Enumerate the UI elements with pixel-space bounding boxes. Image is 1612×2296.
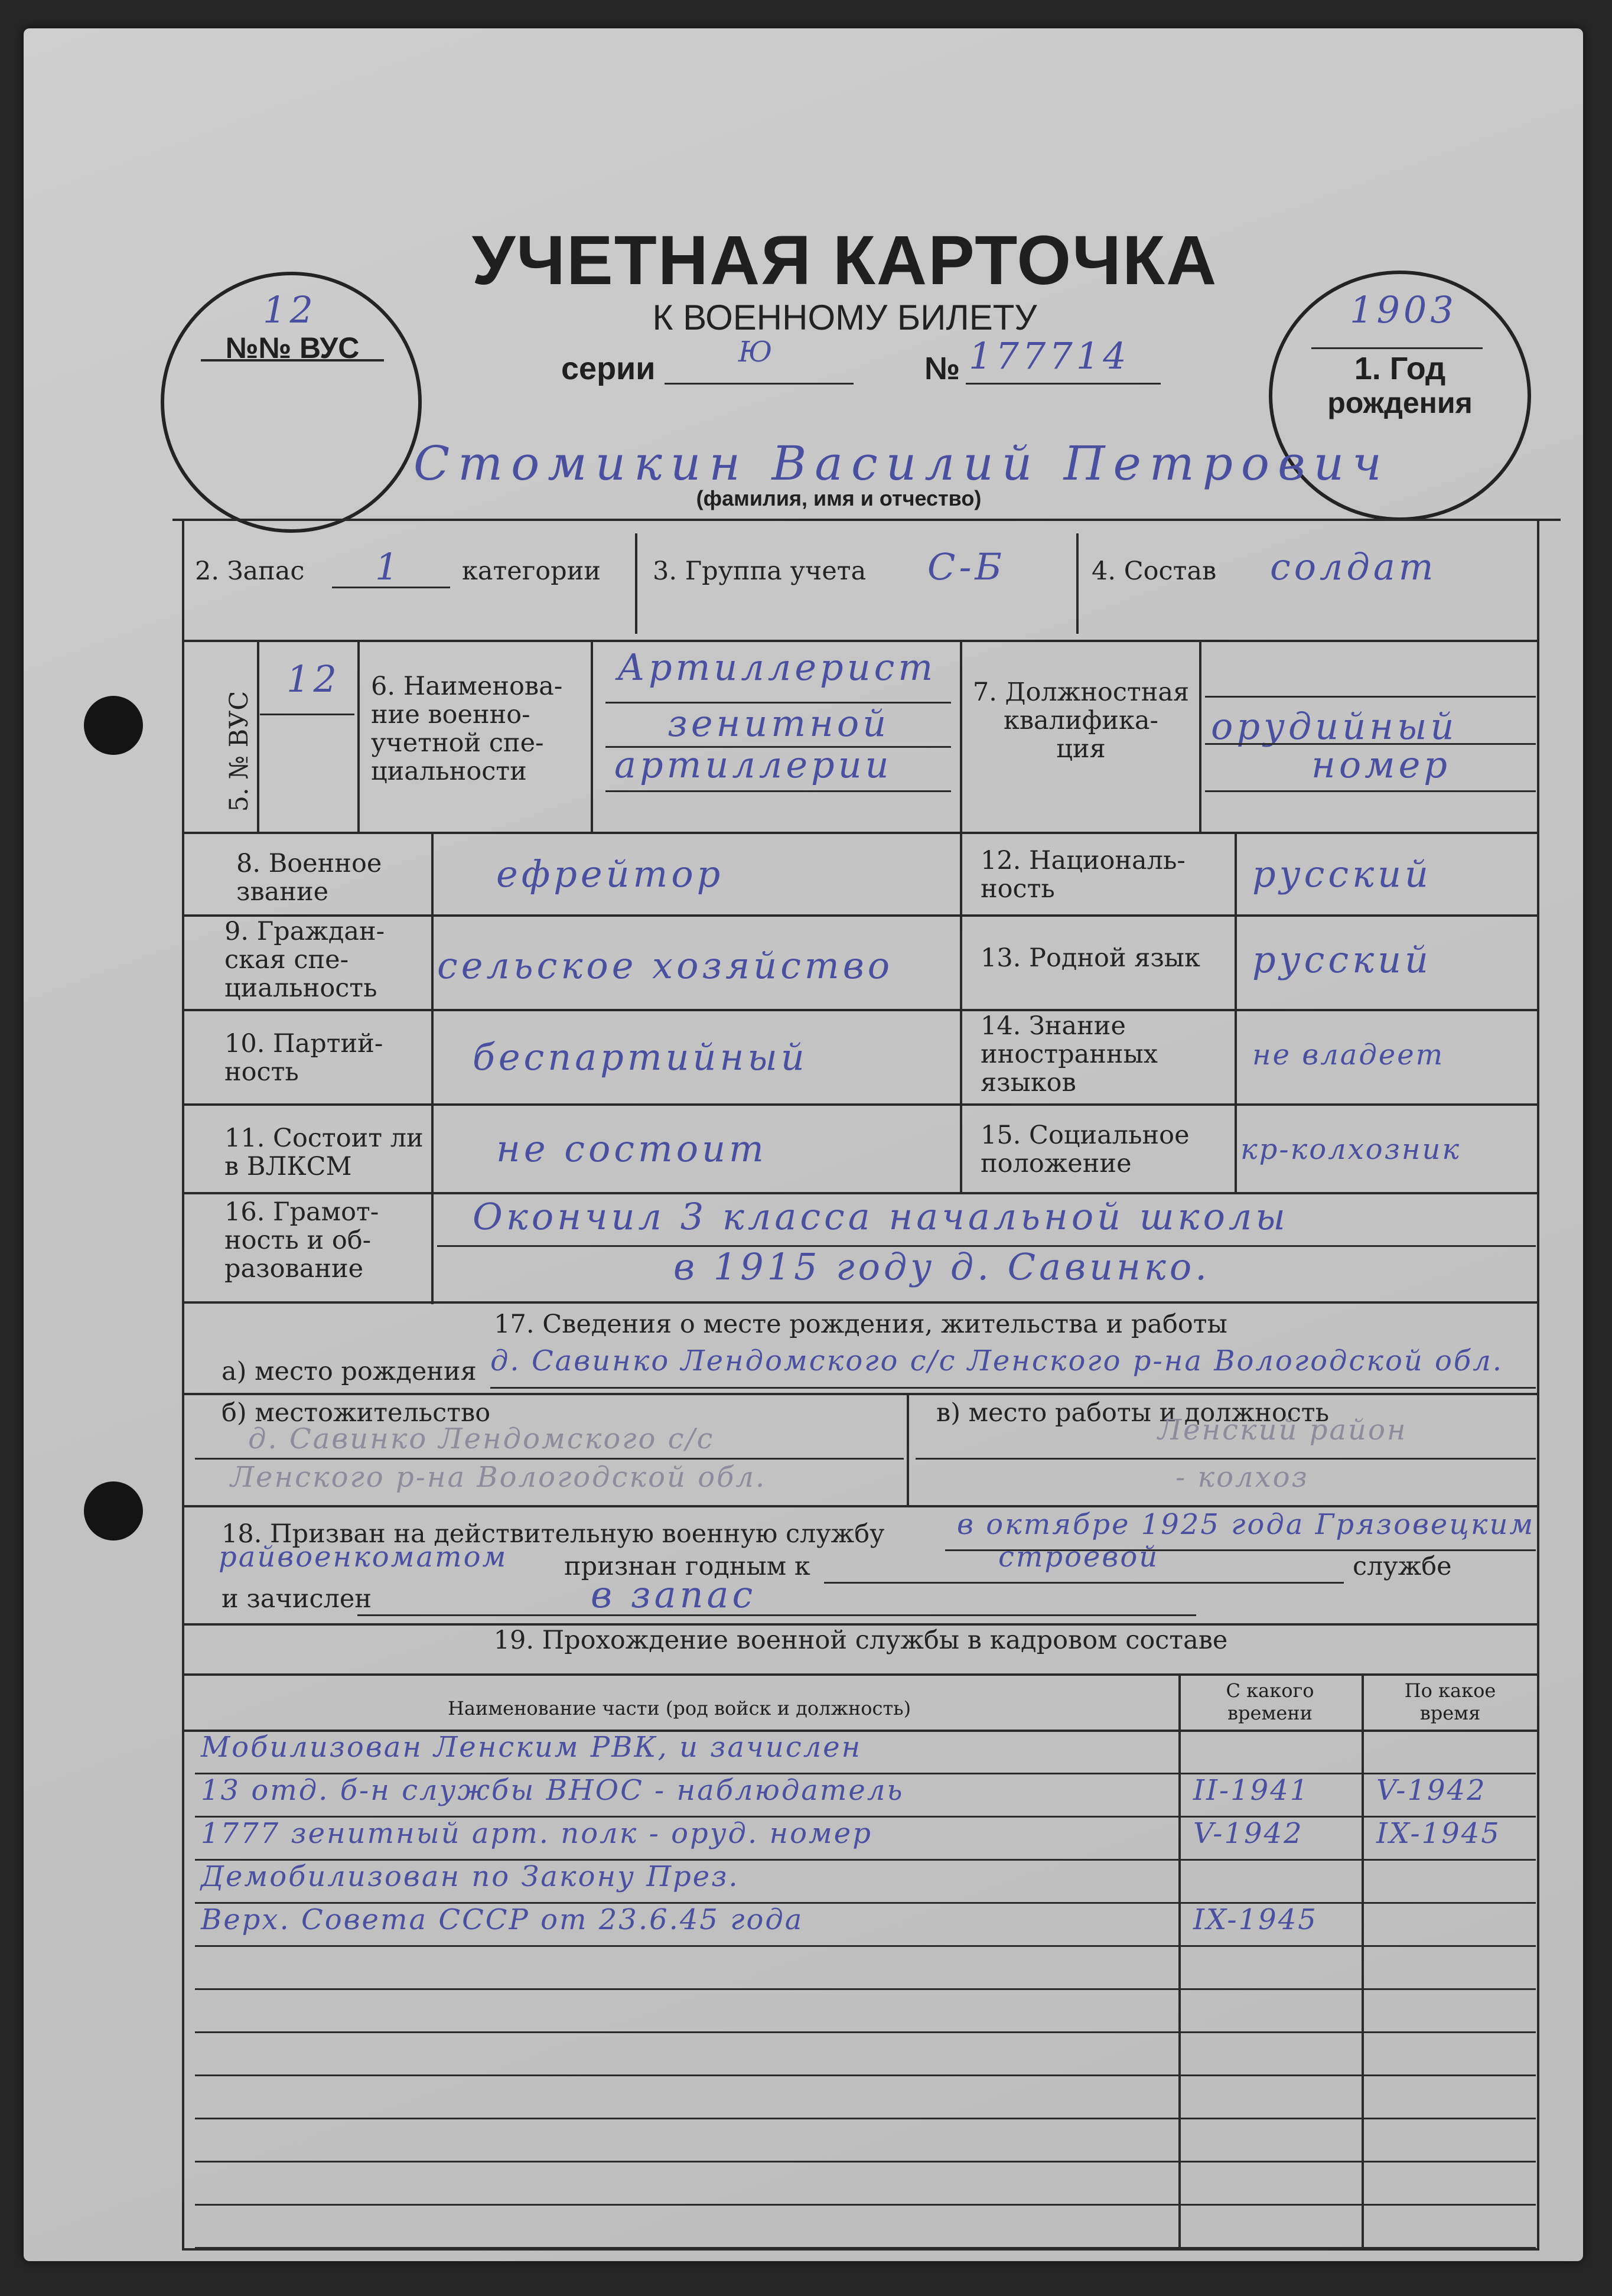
- table-top-border: [172, 519, 1561, 521]
- called-value-b: райвоенкоматом: [219, 1541, 508, 1574]
- service-row-from: V-1942: [1193, 1817, 1304, 1850]
- residence-work-divider: [907, 1393, 909, 1505]
- qual-value-1: орудийный: [1211, 705, 1458, 748]
- vus-divider-5: [1199, 640, 1201, 832]
- service-row-unit: 13 отд. б-н службы ВНОС - наблюдатель: [201, 1774, 904, 1807]
- punch-hole-bottom: [84, 1481, 143, 1541]
- col-unit-header: Наименование части (род войск и должность): [447, 1697, 911, 1719]
- civ-value: сельское хозяйство: [437, 944, 894, 987]
- work-line: [916, 1458, 1536, 1460]
- row16-bottom: [182, 1301, 1539, 1304]
- nat-label: 12. Националь- ность: [981, 846, 1186, 904]
- staff-value: солдат: [1270, 545, 1437, 588]
- vus-name-value-2: зенитной: [667, 702, 890, 745]
- vus-divider-1: [257, 640, 259, 832]
- vus-divider-4: [960, 640, 962, 832]
- number-value: 177714: [969, 334, 1130, 377]
- work-label: в) место работы и должность: [936, 1398, 1329, 1428]
- service-row-unit: Верх. Совета СССР от 23.6.45 года: [201, 1903, 804, 1936]
- qual-label: 7. Должностная квалифика- ция: [972, 678, 1190, 764]
- section19-col-divider-2: [1362, 1673, 1364, 2249]
- service-row-line: [195, 2074, 1536, 2076]
- nat-value: русский: [1252, 852, 1432, 895]
- fit-value: строевой: [998, 1541, 1160, 1574]
- vlksm-value: не состоит: [496, 1127, 767, 1170]
- row8-bottom: [182, 914, 1539, 917]
- party-label: 10. Партий- ность: [224, 1029, 383, 1087]
- foreign-label: 14. Знание иностранных языков: [981, 1011, 1158, 1098]
- service-row-from: IX-1945: [1193, 1903, 1318, 1936]
- col-to-header: По какое время: [1404, 1679, 1496, 1725]
- vus-circle-label: №№ ВУС: [225, 331, 360, 364]
- series-line: [665, 383, 854, 385]
- section19-header-top: [182, 1673, 1539, 1676]
- birth-label: а) место рождения: [222, 1357, 477, 1386]
- social-label: 15. Социальное положение: [981, 1121, 1190, 1179]
- section17-bottom: [182, 1505, 1539, 1507]
- residence-value-2: Ленского р-на Вологодской обл.: [230, 1461, 767, 1494]
- vus-divider-2: [357, 640, 360, 832]
- service-row-unit: Демобилизован по Закону През.: [201, 1860, 740, 1893]
- section17-title: 17. Сведения о месте рождения, жительства и работы: [494, 1310, 1227, 1339]
- service-row-from: II-1941: [1193, 1774, 1310, 1807]
- fio-label: (фамилия, имя и отчество): [696, 486, 982, 510]
- birth-year-line: [1311, 347, 1483, 349]
- vus-circle-number: 12: [263, 288, 317, 331]
- fields-divider-a: [431, 832, 434, 1304]
- row10-bottom: [182, 1103, 1539, 1106]
- service-row-unit: Мобилизован Ленским РВК, и зачислен: [201, 1731, 862, 1764]
- residence-label: б) местожительство: [222, 1398, 491, 1428]
- fio-value: Стомикин Василий Петрович: [413, 436, 1390, 491]
- rank-value: ефрейтор: [496, 852, 724, 895]
- col-from-header: С какого времени: [1226, 1679, 1314, 1725]
- service-row-line: [195, 1945, 1536, 1947]
- qual-line-3: [1205, 790, 1536, 792]
- service-row-line: [195, 2161, 1536, 2163]
- card-subtitle: К ВОЕННОМУ БИЛЕТУ: [652, 298, 1037, 337]
- vus-name-label: 6. Наименова- ние военно- учетной спе- циальности: [371, 672, 563, 787]
- card-title: УЧЕТНАЯ КАРТОЧКА: [471, 222, 1218, 299]
- row11-bottom: [182, 1192, 1539, 1194]
- group-value: С-Б: [927, 545, 1005, 588]
- qual-line-1: [1205, 696, 1536, 698]
- reserve-label-b: категории: [462, 556, 601, 586]
- qual-value-2: номер: [1311, 743, 1451, 786]
- punch-hole-top: [84, 696, 143, 755]
- table-left-border: [182, 519, 184, 2249]
- fit-line: [824, 1582, 1344, 1584]
- row1-divider-2: [1076, 533, 1079, 634]
- called-value-a: в октябре 1925 года Грязовецким: [957, 1508, 1535, 1541]
- section19-title: 19. Прохождение военной службы в кадровом составе: [493, 1626, 1228, 1655]
- service-row-line: [195, 1988, 1536, 1990]
- service-row-line: [195, 2204, 1536, 2206]
- enlisted-value: в запас: [591, 1573, 757, 1616]
- vus-value: 12: [286, 657, 340, 701]
- service-label: службе: [1353, 1552, 1452, 1581]
- edu-value-2: в 1915 году д. Савинко.: [673, 1245, 1210, 1288]
- enlisted-line: [357, 1614, 1196, 1616]
- called-label: 18. Призван на действительную военную службу: [222, 1519, 885, 1549]
- reserve-value: 1: [375, 545, 402, 588]
- edu-value-1: Окончил 3 класса начальной школы: [473, 1195, 1289, 1238]
- rank-label: 8. Военное звание: [236, 849, 382, 907]
- party-value: беспартийный: [473, 1035, 808, 1079]
- number-line: [966, 383, 1161, 385]
- vus-name-line-3: [605, 790, 951, 792]
- edu-label: 16. Грамот- ность и об- разование: [224, 1197, 379, 1284]
- vus-name-value-1: Артиллерист: [617, 646, 937, 689]
- fields-divider-b: [960, 832, 962, 1192]
- table-right-border: [1537, 519, 1539, 2249]
- work-value-1: Ленский район: [1158, 1414, 1408, 1447]
- number-label: №: [924, 351, 960, 386]
- lang-value: русский: [1252, 938, 1432, 981]
- service-row-line: [195, 2031, 1536, 2033]
- vus-divider-3: [591, 640, 593, 832]
- vus-name-value-3: артиллерии: [614, 743, 893, 786]
- service-row-unit: 1777 зенитный арт. полк - оруд. номер: [201, 1817, 872, 1850]
- vlksm-label: 11. Состоит ли в ВЛКСМ: [224, 1123, 424, 1182]
- staff-label: 4. Состав: [1092, 556, 1217, 586]
- series-value: Ю: [738, 336, 774, 369]
- civ-label: 9. Граждан- ская спе- циальность: [224, 917, 385, 1004]
- vus-vertical-label: 5. № ВУС: [224, 691, 254, 812]
- birth-year-value: 1903: [1350, 288, 1457, 331]
- birth-value: д. Савинко Лендомского с/с Ленского р-на Вологодской обл.: [490, 1344, 1504, 1377]
- service-row-to: IX-1945: [1376, 1817, 1501, 1850]
- fields-divider-c: [1235, 832, 1237, 1192]
- section19-col-divider-1: [1178, 1673, 1181, 2249]
- residence-value-1: д. Савинко Лендомского с/с: [248, 1422, 715, 1455]
- birth-line: [490, 1387, 1536, 1389]
- vus-value-line: [260, 714, 354, 715]
- birth-year-label-1: 1. Год: [1354, 351, 1446, 386]
- row1-bottom: [182, 640, 1539, 642]
- service-row-line: [195, 2247, 1536, 2249]
- document-card: [24, 28, 1583, 2261]
- service-row-to: V-1942: [1376, 1774, 1487, 1807]
- vus-block-bottom: [182, 832, 1539, 834]
- row1-divider-1: [635, 533, 637, 634]
- service-row-line: [195, 2118, 1536, 2119]
- series-label: серии: [561, 351, 656, 386]
- fit-label: признан годным к: [564, 1552, 810, 1581]
- birth-year-label-2: рождения: [1327, 386, 1473, 419]
- row9-bottom: [182, 1009, 1539, 1011]
- reserve-label-a: 2. Запас: [195, 556, 305, 586]
- social-value: кр-колхозник: [1240, 1133, 1461, 1166]
- work-value-2: - колхоз: [1175, 1461, 1309, 1494]
- residence-line: [195, 1458, 904, 1460]
- foreign-value: не владеет: [1252, 1038, 1445, 1072]
- enlisted-label: и зачислен: [222, 1584, 372, 1614]
- group-label: 3. Группа учета: [653, 556, 867, 586]
- lang-label: 13. Родной язык: [981, 943, 1200, 973]
- birth-row-bottom: [182, 1393, 1539, 1395]
